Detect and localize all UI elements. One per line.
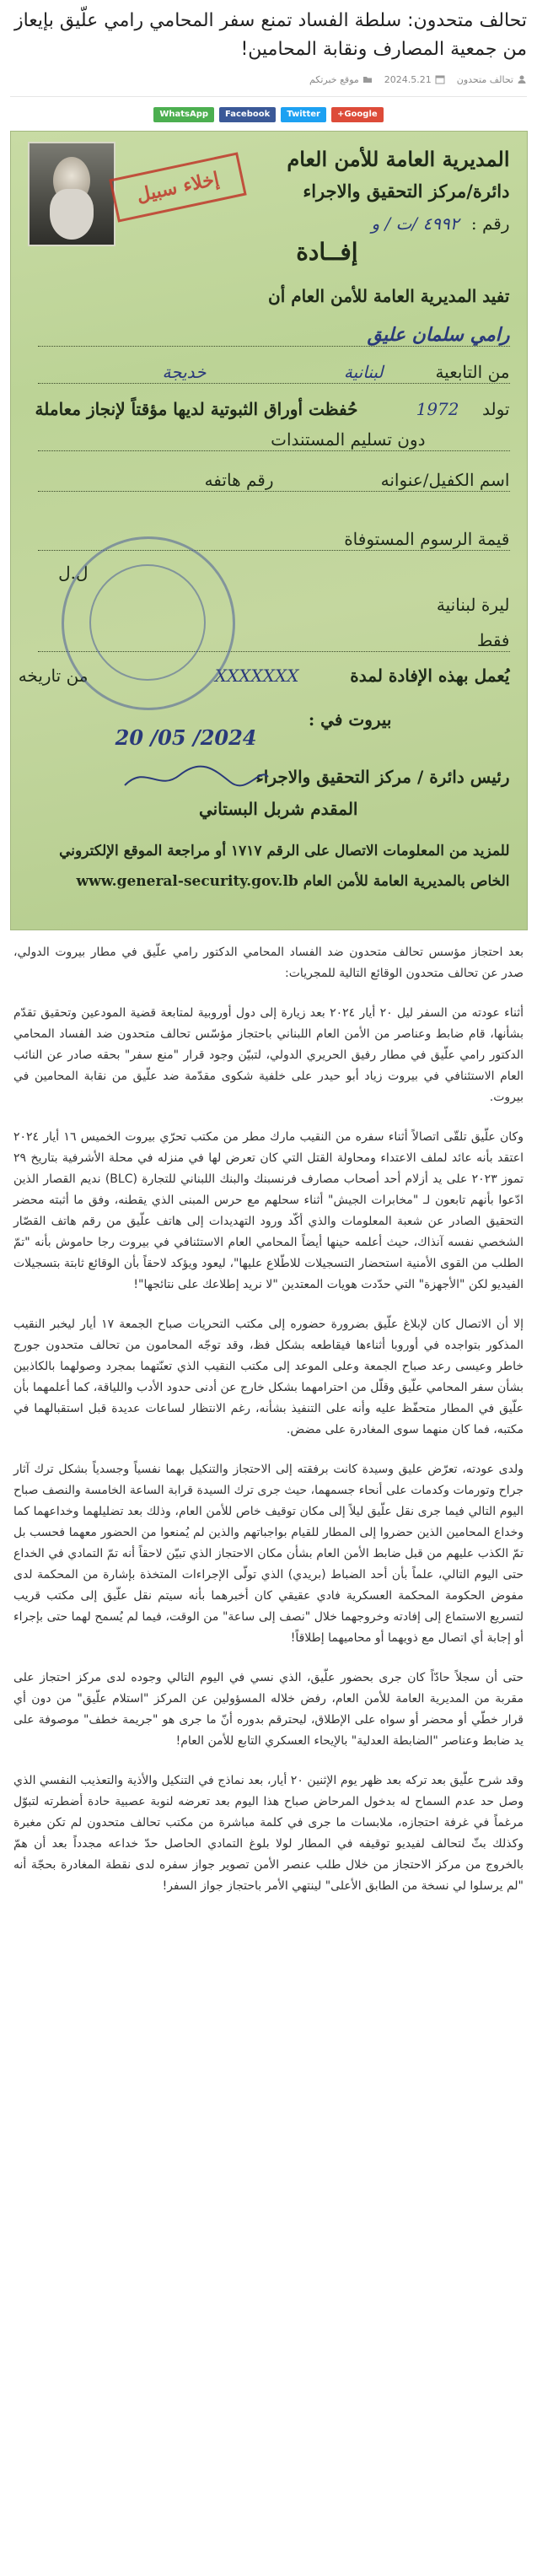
share-whatsapp-button[interactable]: WhatsApp [153, 107, 214, 122]
doc-name: رامي سلمان عليق [367, 324, 510, 346]
doc-beirut-label: بيروت في : [308, 709, 392, 730]
calendar-icon [435, 74, 445, 84]
share-twitter-button[interactable]: Twitter [281, 107, 326, 122]
doc-validity: XXXXXXX [214, 666, 299, 686]
papers-line [38, 450, 510, 451]
doc-type: إفــادة [296, 238, 358, 266]
doc-officer: المقدم شربل البستاني [198, 799, 358, 819]
doc-papers-note: حُفظت أوراق الثبوتية لديها مؤقتاً لإنجاز معاملة [35, 399, 358, 419]
doc-ll: ل.ل [58, 563, 89, 583]
doc-currency: ليرة لبنانية [436, 595, 510, 615]
portrait-beard [50, 189, 94, 240]
folder-icon [362, 74, 373, 84]
article-author: تحالف متحدون [456, 73, 513, 85]
author-meta[interactable] [457, 74, 527, 85]
doc-born-label: تولد [482, 399, 510, 419]
doc-born: 1972 [416, 399, 459, 419]
signature-mark [121, 760, 272, 794]
doc-chief-label: رئيس دائرة / مركز التحقيق والاجراء [255, 767, 510, 787]
article-title: تحالف متحدون: سلطة الفساد تمنع سفر المحامي رامي علّيق بإيعاز من جمعية المصارف ونقابة المحامين! [13, 10, 527, 60]
doc-phone-label: رقم هاتفه [204, 470, 274, 490]
official-seal [62, 536, 235, 710]
doc-beirut-date: 2024/ 05/ 20 [115, 725, 257, 750]
doc-nationality: لبنانية [343, 362, 384, 382]
share-facebook-button[interactable]: Facebook [219, 107, 276, 122]
article-paragraph: أثناء عودته من السفر ليل ٢٠ أيار ٢٠٢٤ بعد زيارة إلى دول أوروبية لمتابعة قضية المودعين وتحقيق تقدّم بشأنها، قام ضابط وعناصر من الأمن العام اللبناني باحتجاز مؤسّس تحالف متحدون ضد الفساد المحامي الدكتور رامي علّيق في مطار رفيق الحريري الدولي، لتبيّن وجود قرار "منع سفر" بحقه صادر عن النائب العام الاستئنافي في بيروت زياد أبو حيدر على خلفية شكوى مقدّمة ضد علّيق من نقابة المحامين في بيروت. [13, 1006, 524, 1104]
doc-footer-1: للمزيد من المعلومات الاتصال على الرقم ١٧١٧ أو مراجعة الموقع الإلكتروني [59, 843, 510, 860]
doc-validity-label: يُعمل بهذه الإفادة لمدة [350, 666, 510, 686]
doc-intro: تفيد المديرية العامة للأمن العام أن [268, 286, 510, 306]
article-body [0, 930, 537, 1897]
share-google-button[interactable]: +Google [331, 107, 384, 122]
article-paragraph: إلا أن الاتصال كان لإبلاغ علّيق بضرورة حضوره إلى مكتب التحريات صباح الجمعة ١٧ أيار ليخبر النقيب المذكور بتواجده في أوروبا أثناءها فيقاطعه بشكل فظ، وقد توجّه المحامون من تحالف متحدون جورج خاطر وعيسى رعد صباح الجمعة وعلى الموعد إلى مكتب النقيب الذي تعنّتهما بمجرد وصولهما بالكاذبين بشأن سفر المحامي علّيق وقلّل من احترامهما بشكل خارج عن أدنى حدود الأدب واللياقة، كما أعلمهما بأن علّيق في المطار متحفّظ عليه وأنه على التنفيذ بشأنه، رغم الانتظار لساعات عديدة قبل استقبالهما في مكتبه، فما كان منهما سوى المغادرة على مضض. [13, 1318, 524, 1436]
portrait-photo [28, 142, 115, 246]
doc-header-1: المديرية العامة للأمن العام [287, 147, 510, 171]
date-meta [384, 74, 445, 85]
name-line [38, 346, 510, 347]
user-icon [517, 74, 527, 84]
source-meta[interactable] [309, 74, 373, 85]
document-image [10, 131, 528, 930]
sponsor-line [38, 491, 510, 492]
release-stamp: إخلاء سبيل [109, 152, 246, 222]
article-paragraph: وقد شرح علّيق بعد تركه بعد ظهر يوم الإثنين ٢٠ أيار، بعد نماذج في التنكيل والأذية والتعذيب النفسي الذي وصل حد عدم السماح له بدخول المرحاض صباح هذا اليوم بعد تعرضه لنوبة عصبية حادة أضطرته لتبوّل مرغماً في غرفة احتجازه، ملابسات ما جرى في كلمة مباشرة من مكتب تحالف متحدون لم تكن مغبرة وكذلك بثّ لتحالف لفيديو توقيفه في المطار لولا بلوغ التمادي الحاصل حدّ خداعه مجدداً بعد أن همّ بالخروج من مركز الاحتجاز من خلال طلب عنصر الأمن تصوير جواز سفره لدى نقطة المغادرة بحجّة أنه "لم يرسلوا لي نسخة من الطابق الأعلى" لينتهي الأمر باحتجاز جواز السفر! [13, 1774, 524, 1893]
doc-sponsor-label: اسم الكفيل/عنوانه [380, 470, 510, 490]
doc-fees-label: قيمة الرسوم المستوفاة [344, 529, 510, 549]
doc-only: فقط [476, 630, 510, 650]
article-meta [0, 64, 537, 88]
article-paragraph: بعد احتجاز مؤسس تحالف متحدون ضد الفساد المحامي الدكتور رامي علّيق في مطار بيروت الدولي، صدر عن تحالف متحدون الوقائع التالية للمجريات: [13, 946, 524, 980]
doc-mother: خديجة [162, 362, 207, 382]
doc-number-value: ٤٩٩٢ /ت / و [371, 213, 459, 234]
doc-papers-label: دون تسليم المستندات [271, 429, 426, 450]
doc-footer-2: الخاص بالمديرية العامة للأمن العام www.general-security.gov.lb [76, 873, 510, 890]
doc-header-2: دائرة/مركز التحقيق والاجراء [303, 181, 510, 202]
nationality-line [38, 383, 510, 384]
article-paragraph: ولدى عودته، تعرّض عليق وسيدة كانت برفقته إلى الاحتجاز والتنكيل بهما نفسياً وجسدياً بشكل ترك آثار جراح وتورمات وكدمات على أنحاء جسمهما، حيث جرى ترك السيدة قرابة الساعة الخامسة والنصف صباح اليوم التالي فيما جرى نقل علّيق ليلاً إلى مكان توقيف خاص للأمن العام، وذلك بعد تضليلهما وخداعهما كما وخداع المحامين الذين حضروا إلى المطار للقيام بواجباتهم والذين لم يُمنعوا من الحضور معهما فحسب بل تمّ الكذب عليهم من قبل ضابط الأمن العام بشأن مكان الاحتجاز الذي تبيّن لاحقاً أنه تمّ التمادي في الخداع حتى اليوم التالي، علماً بأن أحد الضباط (بريدي) الذي تولّى الإجراءات المتخذة بإشارة من المحكمة لدى مفوض الحكومة المحكمة العسكرية فادي عقيقي كان أخبرهما بأنه سيتم نقل علّيق إلى مكتب قريب لتسريع الاستماع إلى إفادته وخروجهما خلال "نصف إلى ساعة" من الوقت، فيما لم يُسمح لهما حتى بإجراء أو إجابة أي اتصال مع ذويهما أو محاميهما إطلاقاً! [13, 1463, 524, 1645]
doc-from-date: من تاريخه [18, 666, 89, 686]
share-buttons [0, 97, 537, 131]
article-paragraph: وكان علّيق تلقّى اتصالاً أثناء سفره من النقيب مارك مطر من مكتب تحرّي بيروت الخميس ١٦ أيار ٢٠٢٤ اعتقد بأنه عائد لملف الاعتداء ومحاولة القتل التي كان تعرض لها في منزله في محلة الأشرفية بتاريخ ٢٩ تموز ٢٠٢٣ على يد أزلام أحد أصحاب مصارف فرنسبنك والبنك اللبناني للتجارة (BLC) نديم القصار الذين ادّعوا بأنهم تابعون لـ "مخابرات الجيش" أثناء سحلهم مع حرس المبنى الذي يقطنه، وفق ما أثبته محضر التحقيق الصادر عن شعبة المعلومات والذي أكّد ورود التهديدات إلى هاتف علّيق من رقم هاتف القصّار الشخصي نفسه آنذاك، حيث أعلمه حينها أيضاً المحامي العام الاستئنافي في بيروت رجا حاموش بأنه "تمّ الطلب من القوى الأمنية استحضار التسجيلات للاطّلاع عليها"، ليعود ويؤكد لاحقاً بأن الوقائع ثابتة بتسجيلات الفيديو لكن "الأجهزة" التي حدّدت هويات المعتدين "لا نريد إطلاعك على نتائجها"! [13, 1130, 524, 1291]
doc-nationality-label: من التابعية [435, 362, 510, 382]
article-paragraph: حتى أن سجلاً حادّاً كان جرى بحضور علّيق، الذي نسي في اليوم التالي وجوده لدى مركز احتجاز على مقربة من المديرية العامة للأمن العام، رفض خلاله المسؤولين عن المركز "استلام علّيق" من دون أي قرار خطّي أو محضر أو سواه على الإطلاق، ليحترقم بدوره أنّ ما جرى هو "جريمة خطف" موصوفة على يد ضابط وعناصر "الضابطة العدلية" بالإيحاء العسكري التابع للأمن العام! [13, 1671, 524, 1748]
doc-number-label: رقم : [470, 213, 510, 234]
article-source: موقع خبرتكم [309, 73, 359, 85]
article-date: 2024.5.21 [384, 73, 432, 85]
